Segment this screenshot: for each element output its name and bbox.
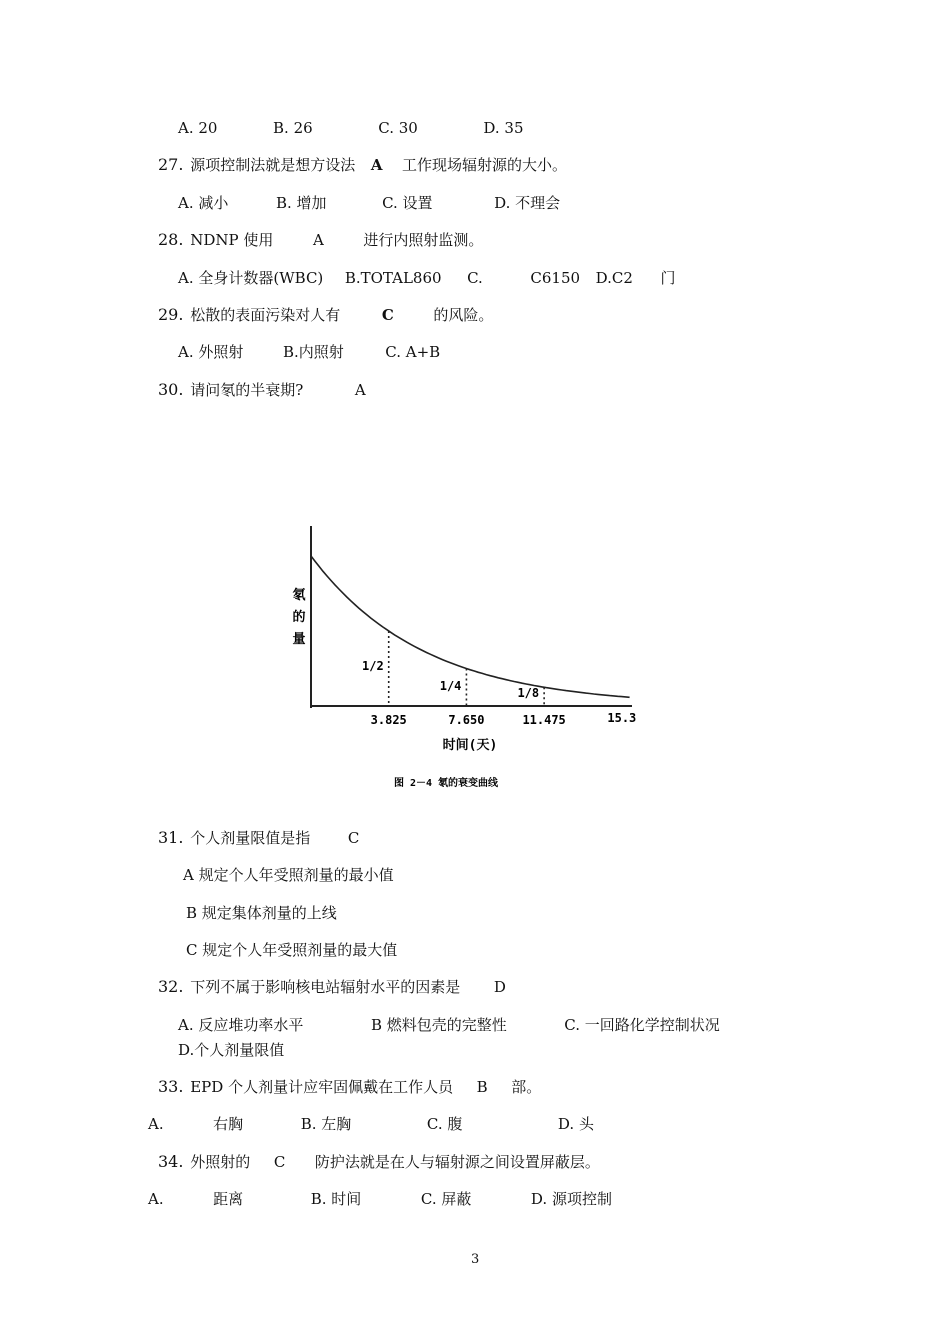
question-text: 外照射的 xyxy=(190,1153,251,1171)
option-d-suffix: 门 xyxy=(660,269,676,287)
decay-curve xyxy=(311,556,630,697)
x-tick-label: 11.475 xyxy=(522,713,566,727)
option-a: A. xyxy=(148,1115,164,1133)
option-c: C. xyxy=(467,269,483,287)
option-a-value: 距离 xyxy=(213,1190,244,1208)
option-d: D. 源项控制 xyxy=(530,1190,612,1208)
question-text: 请问氡的半衰期? xyxy=(190,381,304,399)
x-tick-label: 7.650 xyxy=(448,713,485,727)
option-c: C. 屏蔽 xyxy=(420,1190,472,1208)
question-number: 32. xyxy=(158,977,184,996)
answer: C xyxy=(381,306,394,324)
option-31-b: B 规定集体剂量的上线 xyxy=(186,904,337,922)
option-c-value: C6150 xyxy=(530,269,581,287)
answer: A xyxy=(354,381,366,399)
question-number: 34. xyxy=(158,1152,184,1171)
x-tick-label: 15.3 xyxy=(607,711,637,725)
option-a: A. 外照射 xyxy=(178,343,244,361)
option-c: C. 腹 xyxy=(426,1115,463,1133)
question-text: NDNP 使用 xyxy=(190,231,274,249)
option-d: D. 35 xyxy=(483,119,524,137)
options-row-27 xyxy=(178,193,560,213)
question-number: 33. xyxy=(158,1077,184,1096)
fraction-label: 1/4 xyxy=(439,679,462,693)
question-text-end: 进行内照射监测。 xyxy=(363,231,484,249)
question-text: 源项控制法就是想方设法 xyxy=(190,156,356,174)
option-a: A. xyxy=(148,1190,164,1208)
question-number: 30. xyxy=(158,380,184,399)
question-text: 个人剂量限值是指 xyxy=(190,829,311,847)
question-31 xyxy=(158,828,359,848)
question-34 xyxy=(158,1152,600,1172)
options-row-32 xyxy=(178,1015,720,1035)
question-text-end: 工作现场辐射源的大小。 xyxy=(402,156,568,174)
option-31-a: A 规定个人年受照剂量的最小值 xyxy=(183,866,394,884)
x-axis-label: 时间(天) xyxy=(442,738,498,753)
option-d: D. 不理会 xyxy=(494,194,561,212)
option-a-value: 右胸 xyxy=(213,1115,244,1133)
question-number: 31. xyxy=(158,828,184,847)
page-number: 3 xyxy=(471,1252,480,1267)
option-31-c: C 规定个人年受照剂量的最大值 xyxy=(186,941,398,959)
option-c: C. A+B xyxy=(385,343,441,361)
answer: C xyxy=(347,829,360,847)
answer: A xyxy=(370,156,383,174)
answer: B xyxy=(476,1078,488,1096)
question-text-end: 防护法就是在人与辐射源之间设置屏蔽层。 xyxy=(314,1153,600,1171)
fraction-label: 1/8 xyxy=(517,686,540,700)
question-text: 下列不属于影响核电站辐射水平的因素是 xyxy=(190,978,461,996)
option-b: B.TOTAL860 xyxy=(344,269,442,287)
option-a: A. 反应堆功率水平 xyxy=(178,1016,304,1034)
answer: A xyxy=(312,231,324,249)
y-axis-label-char-1: 氡 xyxy=(292,588,306,603)
option-c: C. 一回路化学控制状况 xyxy=(564,1016,720,1034)
options-row-29 xyxy=(178,342,440,362)
option-d: D. 头 xyxy=(557,1115,594,1133)
question-number: 29. xyxy=(158,305,184,324)
question-32 xyxy=(158,977,506,997)
question-text: EPD 个人剂量计应牢固佩戴在工作人员 xyxy=(190,1078,454,1096)
option-b: B 燃料包壳的完整性 xyxy=(370,1016,507,1034)
option-b: B. 26 xyxy=(273,119,313,137)
option-c: C. 30 xyxy=(378,119,418,137)
option-b: B. 时间 xyxy=(310,1190,362,1208)
question-33 xyxy=(158,1077,541,1097)
options-row-prev xyxy=(178,118,524,138)
y-axis-label-char-3: 量 xyxy=(292,632,306,647)
option-32-d: D.个人剂量限值 xyxy=(178,1041,285,1059)
question-text-end: 部。 xyxy=(511,1078,542,1096)
fraction-label: 1/2 xyxy=(362,659,384,673)
y-axis-label-char-2: 的 xyxy=(292,610,306,625)
option-c: C. 设置 xyxy=(382,194,433,212)
option-b: B. 增加 xyxy=(275,194,327,212)
option-a: A. 减小 xyxy=(178,194,229,212)
question-30 xyxy=(158,380,366,400)
question-text: 松散的表面污染对人有 xyxy=(190,306,341,324)
question-text-end: 的风险。 xyxy=(433,306,494,324)
question-29 xyxy=(158,305,493,325)
options-row-28 xyxy=(178,268,675,288)
option-d: D.C2 xyxy=(595,269,633,287)
options-row-34 xyxy=(148,1189,612,1209)
x-tick-label: 3.825 xyxy=(370,713,407,727)
answer: C xyxy=(273,1153,286,1171)
options-row-33 xyxy=(148,1114,594,1134)
question-28 xyxy=(158,230,483,250)
option-b: B. 左胸 xyxy=(300,1115,352,1133)
chart-caption: 图 2－4 氡的衰变曲线 xyxy=(393,778,499,789)
question-number: 27. xyxy=(158,155,184,174)
option-a: A. 20 xyxy=(178,119,218,137)
question-number: 28. xyxy=(158,230,184,249)
option-a: A. 全身计数器(WBC) xyxy=(178,269,324,287)
option-b: B.内照射 xyxy=(282,343,344,361)
answer: D xyxy=(493,978,506,996)
question-27 xyxy=(158,155,567,175)
